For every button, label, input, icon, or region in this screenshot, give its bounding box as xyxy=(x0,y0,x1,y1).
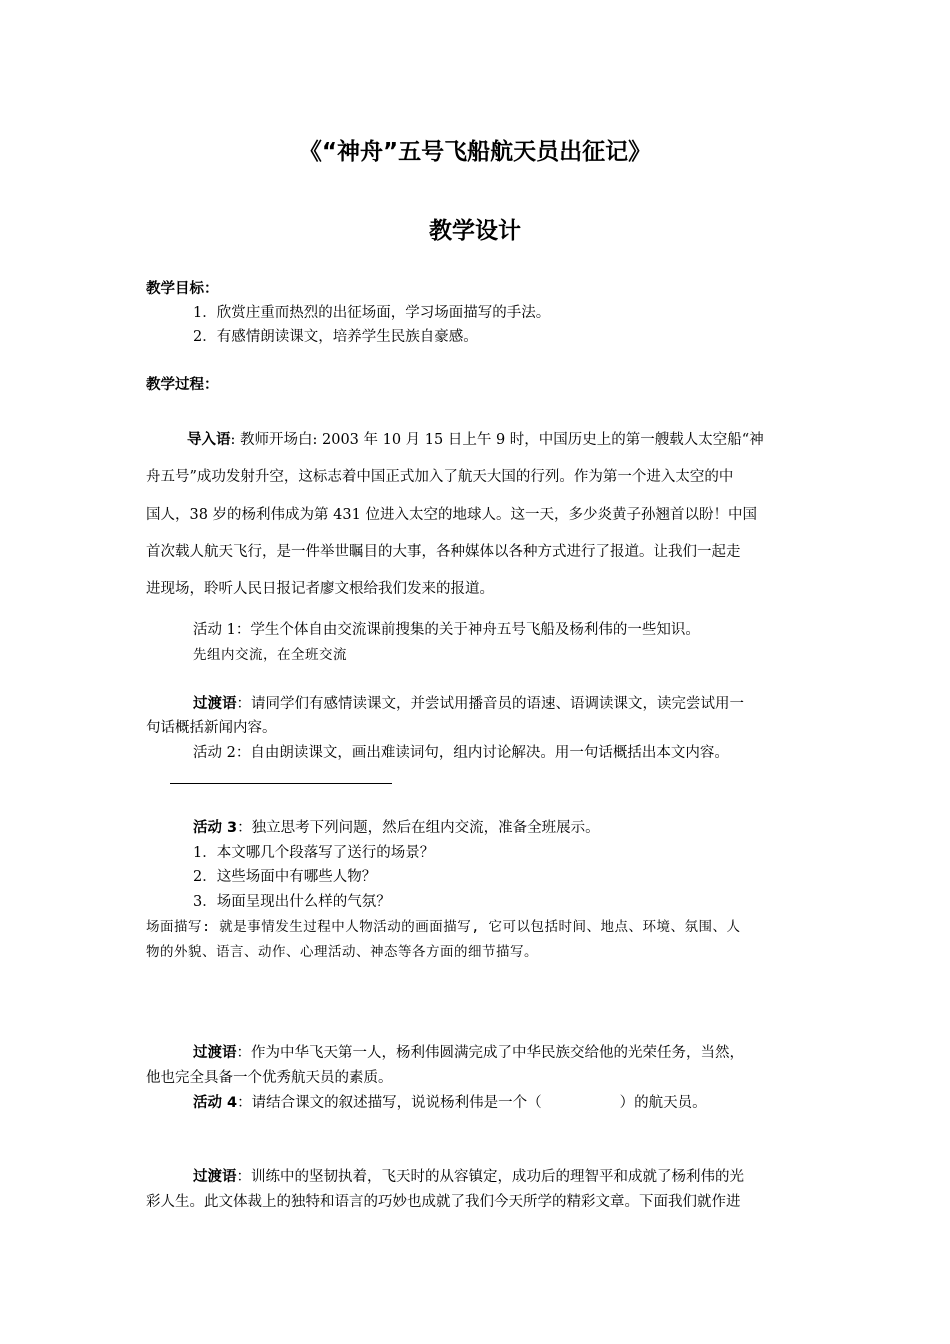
transition-1-line: 句话概括新闻内容。 xyxy=(146,720,277,736)
transition-3-label: 过渡语 xyxy=(193,1169,237,1185)
intro-label: 导入语 xyxy=(187,432,231,448)
question-item: 1．本文哪几个段落写了送行的场景？ xyxy=(193,845,435,861)
transition-1-label: 过渡语 xyxy=(193,696,237,712)
intro-text: : 教师开场白: 2003 年 10 月 15 日上午 9 时，中国历史上的第一艘载人太空船“神 xyxy=(230,432,764,448)
transition-2-line: 过渡语：作为中华飞天第一人，杨利伟圆满完成了中华民族交给他的光荣任务，当然， xyxy=(193,1045,744,1061)
intro-line xyxy=(187,430,818,450)
document-subtitle: 教学设计 xyxy=(429,218,521,244)
transition-2-line: 他也完全具备一个优秀航天员的素质。 xyxy=(146,1070,393,1086)
activity-4-label: 活动 4 xyxy=(193,1095,238,1111)
intro-line: 国人，38 岁的杨利伟成为第 431 位进入太空的地球人。这一天，多少炎黄子孙翘首以盼！中国 xyxy=(146,507,757,523)
intro-line: 首次载人航天飞行，是一件举世瞩目的大事，各种媒体以各种方式进行了报道。让我们一起走 xyxy=(146,544,741,560)
document-title: 《“神舟”五号飞船航天员出征记》 xyxy=(298,139,652,165)
activity-1-note: 先组内交流，在全班交流 xyxy=(193,647,347,663)
activity-1: 活动 1：学生个体自由交流课前搜集的关于神舟五号飞船及杨利伟的一些知识。 xyxy=(193,622,700,638)
activity-2: 活动 2：自由朗读课文，画出难读词句，组内讨论解决。用一句话概括出本文内容。 xyxy=(193,745,729,761)
activity-3: 活动 3：独立思考下列问题，然后在组内交流，准备全班展示。 xyxy=(193,820,600,836)
intro-line: 舟五号”成功发射升空，这标志着中国正式加入了航天大国的行列。作为第一个进入太空的中 xyxy=(146,469,734,485)
goal-item: 2．有感情朗读课文，培养学生民族自豪感。 xyxy=(193,329,478,345)
intro-line: 进现场，聆听人民日报记者廖文根给我们发来的报道。 xyxy=(146,581,494,597)
scene-definition-line: 物的外貌、语言、动作、心理活动、神态等各方面的细节描写。 xyxy=(146,944,538,960)
question-item: 3．场面呈现出什么样的气氛？ xyxy=(193,894,391,910)
scene-definition-line: 场面描写: 就是事情发生过程中人物活动的画面描写, 它可以包括时间、地点、环境、氛围、人 xyxy=(146,919,741,935)
goal-item: 1．欣赏庄重而热烈的出征场面，学习场面描写的手法。 xyxy=(193,305,551,321)
transition-2-label: 过渡语 xyxy=(193,1045,237,1061)
question-item: 2．这些场面中有哪些人物？ xyxy=(193,869,377,885)
transition-3-line: 彩人生。此文体裁上的独特和语言的巧妙也成就了我们今天所学的精彩文章。下面我们就作进 xyxy=(146,1194,741,1210)
activity-4: 活动 4：请结合课文的叙述描写，说说杨利伟是一个（ ）的航天员。 xyxy=(193,1095,707,1111)
activity-3-label: 活动 3 xyxy=(193,820,238,836)
answer-blank-line xyxy=(170,783,392,784)
goals-heading: 教学目标： xyxy=(146,281,219,297)
process-heading: 教学过程： xyxy=(146,377,219,393)
transition-1-line: 过渡语：请同学们有感情读课文，并尝试用播音员的语速、语调读课文，读完尝试用一 xyxy=(193,696,744,712)
transition-3-line: 过渡语：训练中的坚韧执着，飞天时的从容镇定，成功后的理智平和成就了杨利伟的光 xyxy=(193,1169,744,1185)
